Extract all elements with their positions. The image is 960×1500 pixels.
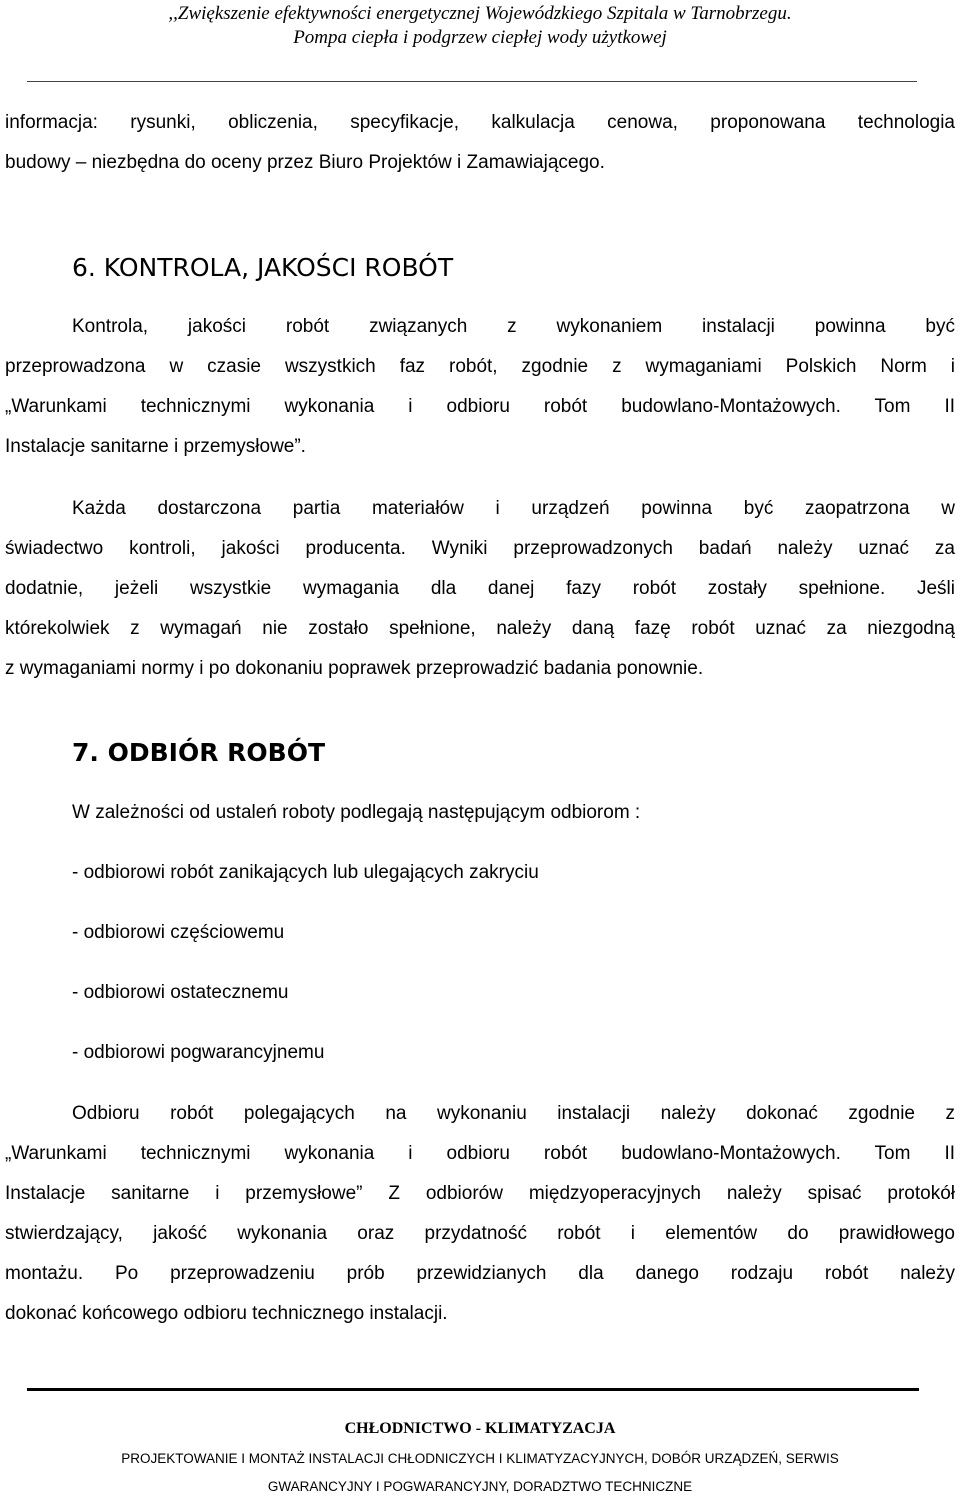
section-heading-7: 7. ODBIÓR ROBÓT [72,738,326,767]
header-title: ,,Zwiększenie efektywności energetycznej Wojewódzkiego Szpitala w Tarnobrzegu. [168,3,792,24]
paragraph-line: Instalacje sanitarne i przemysłowe”. [5,436,306,457]
paragraph-line: którekolwiek z wymagań nie zostało spełnione, należy daną fazę robót uznać za niezgodną [5,618,955,639]
footer-divider [27,1388,919,1391]
section6-paragraph-1 [5,307,955,467]
section7-intro: W zależności od ustaleń roboty podlegają następującym odbiorom : [72,802,641,823]
paragraph-line: Instalacje sanitarne i przemysłowe” Z odbiorów międzyoperacyjnych należy spisać protokół [5,1183,955,1204]
paragraph-line: stwierdzający, jakość wykonania oraz przydatność robót i elementów do prawidłowego [5,1223,955,1244]
paragraph-line: informacja: rysunki, obliczenia, specyfikacje, kalkulacja cenowa, proponowana technologia [5,112,955,133]
footer-line-2: GWARANCYJNY I POGWARANCYJNY, DORADZTWO TECHNICZNE [267,1479,693,1494]
section-heading-6: 6. KONTROLA, JAKOŚCI ROBÓT [72,253,454,282]
paragraph-line: Każda dostarczona partia materiałów i urządzeń powinna być zaopatrzona w [72,498,955,519]
paragraph-line: Kontrola, jakości robót związanych z wykonaniem instalacji powinna być [72,316,955,337]
paragraph-line: przeprowadzona w czasie wszystkich faz robót, zgodnie z wymaganiami Polskich Norm i [5,356,955,377]
footer-line-1: PROJEKTOWANIE I MONTAŻ INSTALACJI CHŁODNICZYCH I KLIMATYZACYJNYCH, DOBÓR URZĄDZEŃ, SERWIS [121,1451,839,1466]
list-item: - odbiorowi ostatecznemu [72,982,289,1003]
paragraph-line: świadectwo kontroli, jakości producenta. Wyniki przeprowadzonych badań należy uznać za [5,538,955,559]
paragraph-line: budowy – niezbędna do oceny przez Biuro Projektów i Zamawiającego. [5,152,605,173]
footer-title: CHŁODNICTWO - KLIMATYZACJA [344,1420,616,1437]
paragraph-line: dodatnie, jeżeli wszystkie wymagania dla danej fazy robót zostały spełnione. Jeśli [5,578,955,599]
section6-paragraph-2 [5,489,955,689]
header-divider [27,81,917,82]
header-subtitle: Pompa ciepła i podgrzew ciepłej wody użytkowej [293,27,667,48]
paragraph-line: montażu. Po przeprowadzeniu prób przewidzianych dla danego rodzaju robót należy [5,1263,955,1284]
list-item: - odbiorowi robót zanikających lub ulegających zakryciu [72,862,539,883]
paragraph-line: „Warunkami technicznymi wykonania i odbioru robót budowlano-Montażowych. Tom II [5,396,955,417]
list-item: - odbiorowi częściowemu [72,922,285,943]
intro-paragraph [5,103,955,183]
paragraph-line: z wymaganiami normy i po dokonaniu poprawek przeprowadzić badania ponownie. [5,658,704,679]
paragraph-line: Odbioru robót polegających na wykonaniu instalacji należy dokonać zgodnie z [72,1103,955,1124]
section7-paragraph [5,1094,955,1334]
paragraph-line: „Warunkami technicznymi wykonania i odbioru robót budowlano-Montażowych. Tom II [5,1143,955,1164]
paragraph-line: dokonać końcowego odbioru technicznego instalacji. [5,1303,448,1324]
list-item: - odbiorowi pogwarancyjnemu [72,1042,325,1063]
